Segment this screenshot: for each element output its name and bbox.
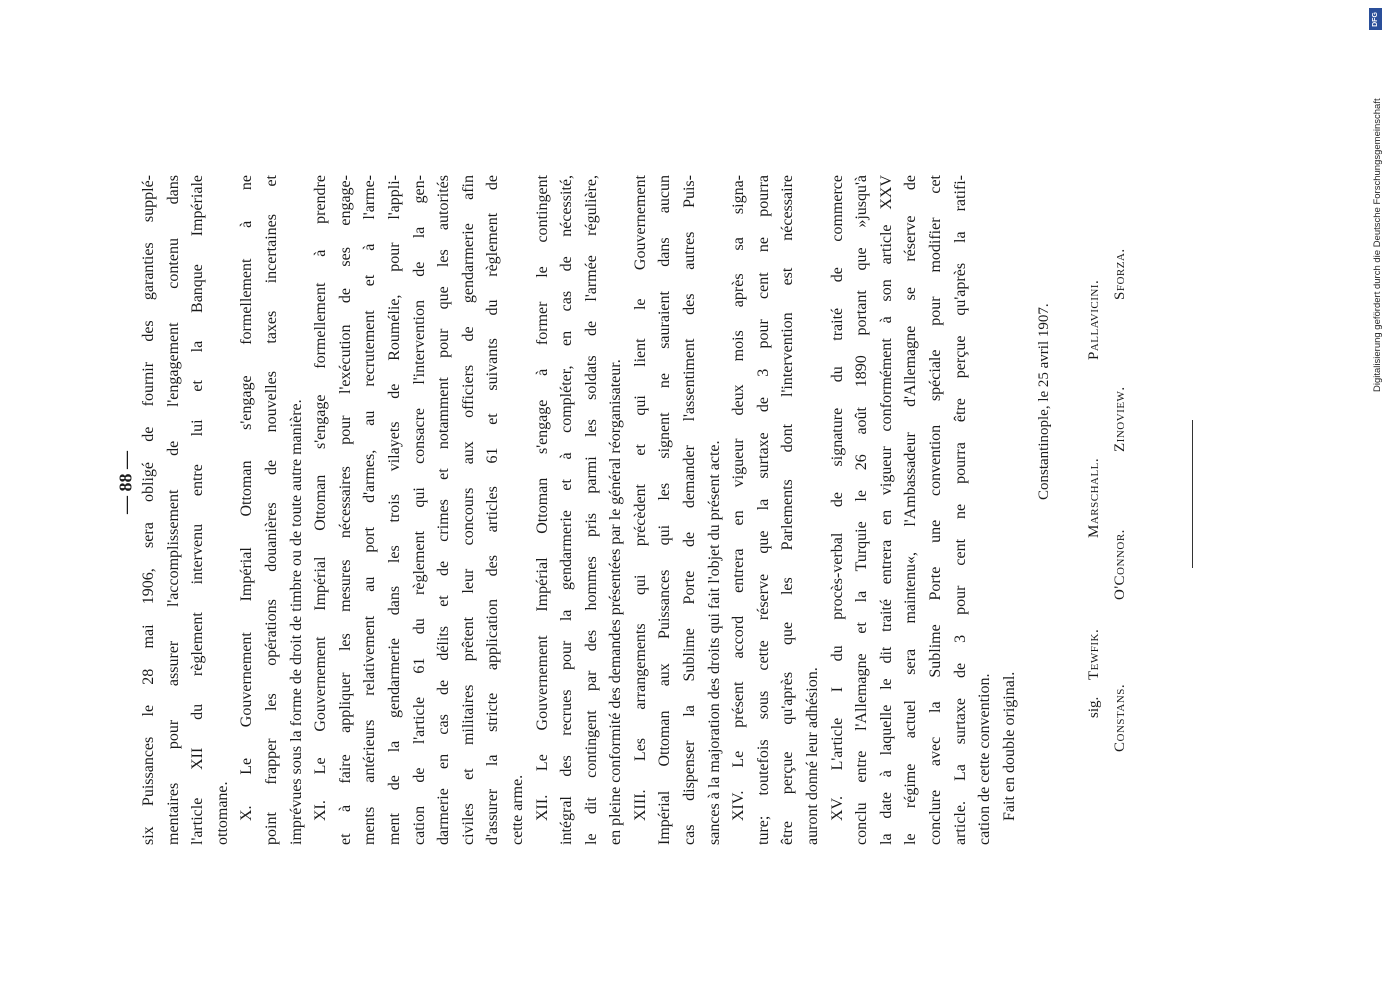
text-line: intégral des recrues pour la gendarmerie et à compléter, en cas de nécessité, [558,175,576,845]
text-line: ottomane. [213,781,231,845]
text-line: en pleine conformité des demandes présentées par le général réorganisateur. [607,359,625,845]
text-line: civiles et militaires prêtent leur concours aux officiers de gendarmerie afin [459,175,477,845]
text-line: six Puissances le 28 mai 1906, sera obligé de fournir des garanties supplé- [140,175,157,845]
text-line: l'article XII du règlement intervenu entre lui et la Banque Impériale [189,175,207,845]
signature-constans: Constans. [1112,683,1128,752]
text-line: cas dispenser la Sublime Porte de demander l'assentiment des autres Puis- [681,175,699,845]
text-line: la date à laquelle le dit traité entrera en vigueur conformément à son article XXV [877,175,895,845]
page-number: — 88 — [115,451,136,514]
text-line: XIV. Le présent accord entrera en vigueur deux mois après sa signa- [730,175,748,821]
text-line: le régime actuel sera maintenu«, l'Ambassadeur d'Allemagne se réserve de [902,175,920,845]
text-line: article. La surtaxe de 3 pour cent ne pourra être perçue qu'après la ratifi- [951,175,969,845]
text-line: et à faire appliquer les mesures nécessaires pour l'exécution de ses engage- [336,175,354,845]
text-line: conclure avec la Sublime Porte une convention spéciale pour modifier cet [927,175,944,845]
closing-rule [1192,420,1193,568]
body-text [137,175,1022,845]
place-date: Constantinople, le 25 avril 1907. [1036,303,1052,500]
text-line: Impérial Ottoman aux Puissances qui les signent ne sauraient dans aucun [656,175,674,845]
text-line: XV. L'article I du procès-verbal de signature du traité de commerce [828,175,846,821]
text-line: Fait en double original. [1000,671,1018,821]
text-line: cette arme. [508,774,526,845]
signature-sforza: Sforza. [1112,248,1128,300]
text-line: le dit contingent par des hommes pris parmi les soldats de l'armée régulière, [582,175,600,845]
text-line: d'assurer la stricte application des articles 61 et suivants du règlement de [484,175,502,845]
text-line: ture; toutefois sous cette réserve que la surtaxe de 3 pour cent ne pourra [754,175,772,845]
text-line: imprévues sous la forme de droit de timbre ou de toute autre manière. [287,399,305,845]
text-line: cation de cette convention. [976,673,994,845]
text-line: XII. Le Gouvernement Impérial Ottoman s'engage à former le contingent [533,175,551,821]
signature-prefix: sig. [1086,696,1102,718]
text-line: XI. Le Gouvernement Impérial Ottoman s'engage formellement à prendre [312,175,330,821]
signature-tewfik: Tewfik. [1086,628,1102,680]
signature-zinoview: Zinoview. [1112,386,1128,452]
digitization-credit: Digitalisierung gefördert durch die Deutsche Forschungsgemeinschaft [1372,98,1383,392]
signature-marschall: Marschall. [1086,457,1102,538]
text-line: ments antérieurs relativement au port d'armes, au recrutement et à l'arme- [361,175,379,845]
signature-oconnor: O'Connor. [1112,529,1128,600]
text-line: darmerie en cas de délits et de crimes et notamment pour que les autorités [435,175,453,845]
text-line: auront donné leur adhésion. [804,667,822,845]
dfg-logo: DFG [1369,8,1382,30]
text-line: X. Le Gouvernement Impérial Ottoman s'engage formellement à ne [238,175,256,821]
text-line: point frapper les opérations douanières de nouvelles taxes incertaines et [262,175,280,845]
text-line: mentaires pour assurer l'accomplissement de l'engagement contenu dans [164,175,182,845]
text-line: ment de la gendarmerie dans les trois vilayets de Roumélie, pour l'appli- [385,175,403,845]
text-line: cation de l'article 61 du règlement qui consacre l'intervention de la gen- [410,175,428,845]
text-line: conclu entre l'Allemagne et la Turquie le 26 août 1890 portant que »jusqu'à [853,175,871,845]
signature-pallavicini: Pallavicini. [1086,279,1102,360]
text-line: être perçue qu'après que les Parlements dont l'intervention est nécessaire [779,175,797,845]
text-line: XIII. Les arrangements qui précèdent et qui lient le Gouvernement [631,175,649,821]
text-line: sances à la majoration des droits qui fait l'objet du présent acte. [705,440,723,845]
